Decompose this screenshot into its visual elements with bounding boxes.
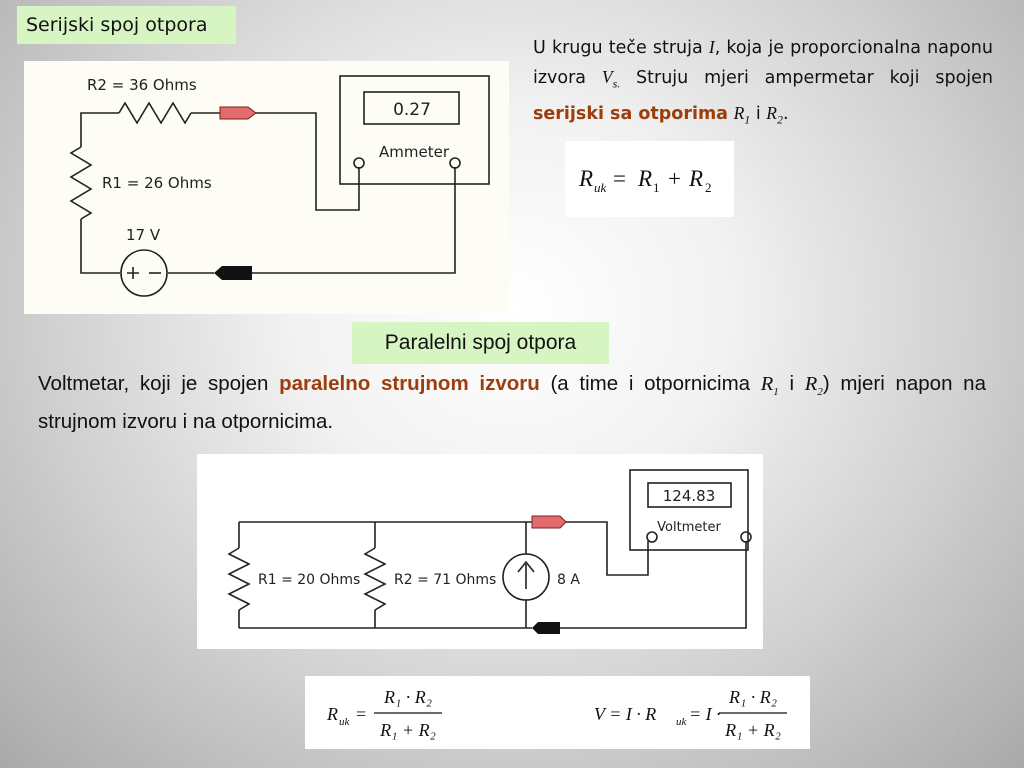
svg-text:2: 2: [705, 180, 712, 195]
svg-text:R₁ · R₂: R₁ · R₂: [383, 687, 433, 707]
r1-label: R1 = 20 Ohms: [258, 572, 361, 588]
serial-connection-title: Serijski spoj otpora: [17, 6, 236, 44]
svg-text:1: 1: [653, 180, 660, 195]
svg-text:=: =: [356, 704, 367, 724]
series-highlight: serijski sa otporima: [533, 103, 728, 124]
parallel-explanation: Voltmetar, koji je spojen paralelno strujnom izvoru (a time i otpornicima $R_1$ i $R_2$) mjeri napon na strujnom izvoru i na otpornicima.: [38, 372, 986, 434]
parallel-connection-title: Paralelni spoj otpora: [352, 322, 609, 364]
svg-text:+: +: [668, 166, 681, 191]
parallel-resistance-formula: [326, 687, 442, 740]
svg-text:R: R: [638, 166, 653, 191]
series-resistance-formula: [565, 141, 734, 217]
series-circuit-diagram: [24, 61, 509, 314]
r2-label: R2 = 71 Ohms: [394, 572, 497, 588]
svg-text:uk: uk: [676, 716, 687, 728]
parallel-formulas: [305, 676, 810, 749]
r2-label: R2 = 36 Ohms: [87, 76, 197, 94]
svg-text:uk: uk: [339, 716, 350, 728]
red-probe-plug: [532, 516, 566, 528]
svg-text:R₁ + R₂: R₁ + R₂: [380, 720, 436, 740]
black-probe-plug: [214, 266, 252, 280]
page-number: 31: [944, 724, 958, 738]
svg-text:R₁ · R₂: R₁ · R₂: [728, 687, 778, 707]
svg-text:R: R: [579, 166, 594, 191]
svg-text:uk: uk: [594, 180, 607, 195]
svg-text:=: =: [613, 166, 626, 191]
r1-label: R1 = 26 Ohms: [102, 174, 212, 192]
parallel-circuit-diagram: [197, 454, 763, 649]
voltage-source-label: 17 V: [126, 226, 161, 244]
svg-text:V = I · R: V = I · R: [594, 704, 657, 724]
black-probe-plug: [532, 622, 560, 634]
voltage-formula: [594, 687, 787, 740]
series-explanation: U krugu teče struja I, koja je proporcionalna naponu izvora $V_{s.}$ Struju mjeri ampermetar koji spojen serijski sa otporima $R_1$ i $R_2$.: [533, 37, 994, 126]
red-probe-plug: [220, 107, 256, 119]
ammeter-reading: 0.27: [393, 100, 431, 120]
voltmeter-label: Voltmeter: [657, 520, 721, 535]
voltmeter-reading: 124.83: [662, 487, 716, 505]
svg-text:R: R: [689, 166, 704, 191]
svg-text:R₁ + R₂: R₁ + R₂: [725, 720, 781, 740]
svg-text:= I ·: = I ·: [689, 704, 721, 724]
svg-text:R: R: [327, 704, 338, 724]
current-source-label: 8 A: [557, 572, 580, 588]
ammeter-label: Ammeter: [379, 143, 449, 161]
parallel-highlight: paralelno strujnom izvoru: [279, 372, 540, 395]
